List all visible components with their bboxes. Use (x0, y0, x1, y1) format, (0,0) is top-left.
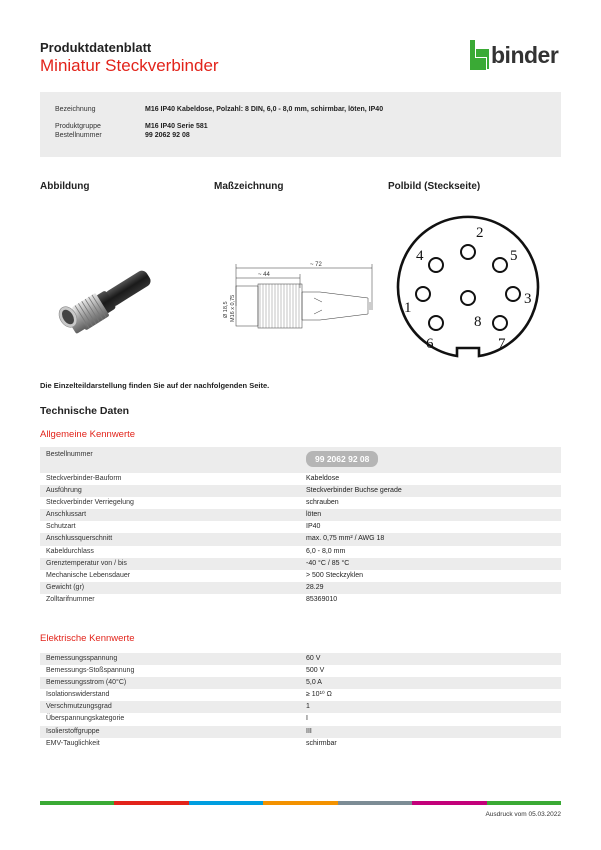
info-value: 99 2062 92 08 (145, 132, 190, 139)
pin-label-7: 7 (498, 336, 506, 352)
binder-logo-icon (468, 40, 490, 70)
spec-label: Isolationswiderstand (46, 691, 110, 699)
table-row (40, 653, 561, 665)
table-row (40, 665, 561, 677)
spec-label: Grenztemperatur von / bis (46, 559, 127, 567)
spec-label: Bemessungsspannung (46, 655, 118, 662)
spec-value: schrauben (306, 499, 339, 507)
order-number-row (40, 447, 561, 473)
spec-value: 28.29 (306, 583, 324, 591)
table-row (40, 546, 561, 558)
spec-label: Anschlussquerschnitt (46, 535, 113, 543)
electrical-specs-heading: Elektrische Kennwerte (40, 633, 135, 644)
table-row (40, 533, 561, 545)
general-specs-table (40, 447, 561, 606)
spec-label: Schutzart (46, 523, 76, 531)
spec-value: -40 °C / 85 °C (306, 559, 350, 567)
footer-color-segment (338, 801, 412, 805)
logo-text: binder (491, 42, 559, 68)
spec-label: Isolierstoffgruppe (46, 727, 100, 735)
info-label: Bezeichnung (55, 106, 96, 113)
table-row (40, 689, 561, 701)
spec-value: schirmbar (306, 739, 337, 747)
info-label: Produktgruppe (55, 123, 101, 130)
technical-data-heading: Technische Daten (40, 405, 130, 417)
section-abbildung: Abbildung (40, 181, 90, 192)
spec-label: Ausführung (46, 487, 82, 495)
info-row-bestellnummer (55, 131, 561, 140)
binder-logo (468, 40, 563, 72)
spec-value: 85369010 (306, 595, 338, 603)
spec-value: Steckverbinder Buchse gerade (306, 487, 402, 495)
info-label: Bestellnummer (55, 132, 102, 139)
table-row (40, 594, 561, 606)
order-number-badge: 99 2062 92 08 (306, 451, 378, 467)
footer-color-segment (487, 801, 561, 805)
spec-value: IP40 (306, 523, 321, 531)
table-row (40, 485, 561, 497)
document-kind: Produktdatenblatt (40, 40, 152, 55)
footer-color-segment (412, 801, 486, 805)
table-row (40, 570, 561, 582)
spec-value: löten (306, 511, 322, 519)
spec-value: 5,0 A (306, 679, 322, 687)
dim-total-label: ~ 72 (310, 262, 322, 268)
order-number-label: Bestellnummer (46, 451, 93, 458)
info-row-produktgruppe (55, 122, 561, 131)
pin-label-6: 6 (426, 336, 434, 352)
spec-label: Überspannungskategorie (46, 715, 125, 723)
electrical-specs-table (40, 653, 561, 750)
pin-layout-diagram (388, 208, 548, 368)
footer-color-segment (189, 801, 263, 805)
pin-label-5: 5 (510, 248, 518, 264)
table-row (40, 738, 561, 750)
table-row (40, 677, 561, 689)
table-row (40, 509, 561, 521)
table-row (40, 713, 561, 725)
dimension-drawing (222, 258, 387, 333)
dim-diameter-label: Ø 18,5 (223, 301, 229, 318)
spec-value: 500 V (306, 667, 325, 675)
pin-label-3: 3 (524, 291, 532, 307)
spec-label: Mechanische Lebensdauer (46, 571, 131, 579)
pin-label-4: 4 (416, 248, 424, 264)
pin-label-8: 8 (474, 314, 482, 330)
spec-value: ≥ 10¹⁰ Ω (306, 691, 332, 699)
print-date: Ausdruck vom 05.03.2022 (485, 811, 561, 818)
spec-value: > 500 Steckzyklen (306, 571, 364, 579)
spec-value: 1 (306, 703, 310, 711)
spec-label: Anschlussart (46, 511, 87, 519)
info-value: M16 IP40 Kabeldose, Polzahl: 8 DIN, 6,0 - 8,0 mm, schirmbar, löten, IP40 (145, 106, 384, 113)
general-specs-heading: Allgemeine Kennwerte (40, 429, 136, 440)
table-row (40, 726, 561, 738)
spec-label: Steckverbinder Verriegelung (46, 499, 134, 507)
spec-value: I (306, 715, 308, 723)
spec-label: Steckverbinder-Bauform (46, 475, 122, 482)
pin-label-1: 1 (404, 300, 412, 316)
pin-label-2: 2 (476, 225, 484, 241)
table-row (40, 582, 561, 594)
footer-color-segment (40, 801, 114, 805)
spec-value: 60 V (306, 655, 321, 662)
footer-color-segment (114, 801, 188, 805)
table-row (40, 521, 561, 533)
spec-value: Kabeldose (306, 475, 340, 482)
table-row (40, 473, 561, 485)
spec-label: Kabeldurchlass (46, 547, 94, 555)
page-title: Miniatur Steckverbinder (40, 56, 219, 75)
product-photo (52, 262, 162, 342)
product-info-box (40, 92, 561, 157)
info-value: M16 IP40 Serie 581 (145, 123, 208, 130)
spec-value: 6,0 - 8,0 mm (306, 547, 346, 555)
section-masszeichnung: Maßzeichnung (214, 181, 284, 192)
dim-thread-label: M16 x 0,75 (230, 294, 236, 322)
footer-color-bar (40, 801, 561, 805)
footer-color-segment (263, 801, 337, 805)
table-row (40, 701, 561, 713)
table-row (40, 497, 561, 509)
spec-label: Verschmutzungsgrad (46, 703, 112, 711)
spec-value: max. 0,75 mm² / AWG 18 (306, 535, 385, 543)
parts-note: Die Einzelteildarstellung finden Sie auf der nachfolgenden Seite. (40, 381, 270, 390)
spec-label: Zolltarifnummer (46, 595, 95, 603)
spec-label: Bemessungs-Stoßspannung (46, 667, 135, 675)
spec-label: EMV-Tauglichkeit (46, 739, 100, 747)
section-polbild: Polbild (Steckseite) (388, 181, 481, 192)
spec-label: Bemessungsstrom (40°C) (46, 679, 127, 687)
dim-body-label: ~ 44 (258, 272, 270, 278)
table-row (40, 558, 561, 570)
spec-label: Gewicht (gr) (46, 583, 85, 591)
info-row-bezeichnung (55, 105, 561, 114)
spec-value: III (306, 727, 312, 735)
